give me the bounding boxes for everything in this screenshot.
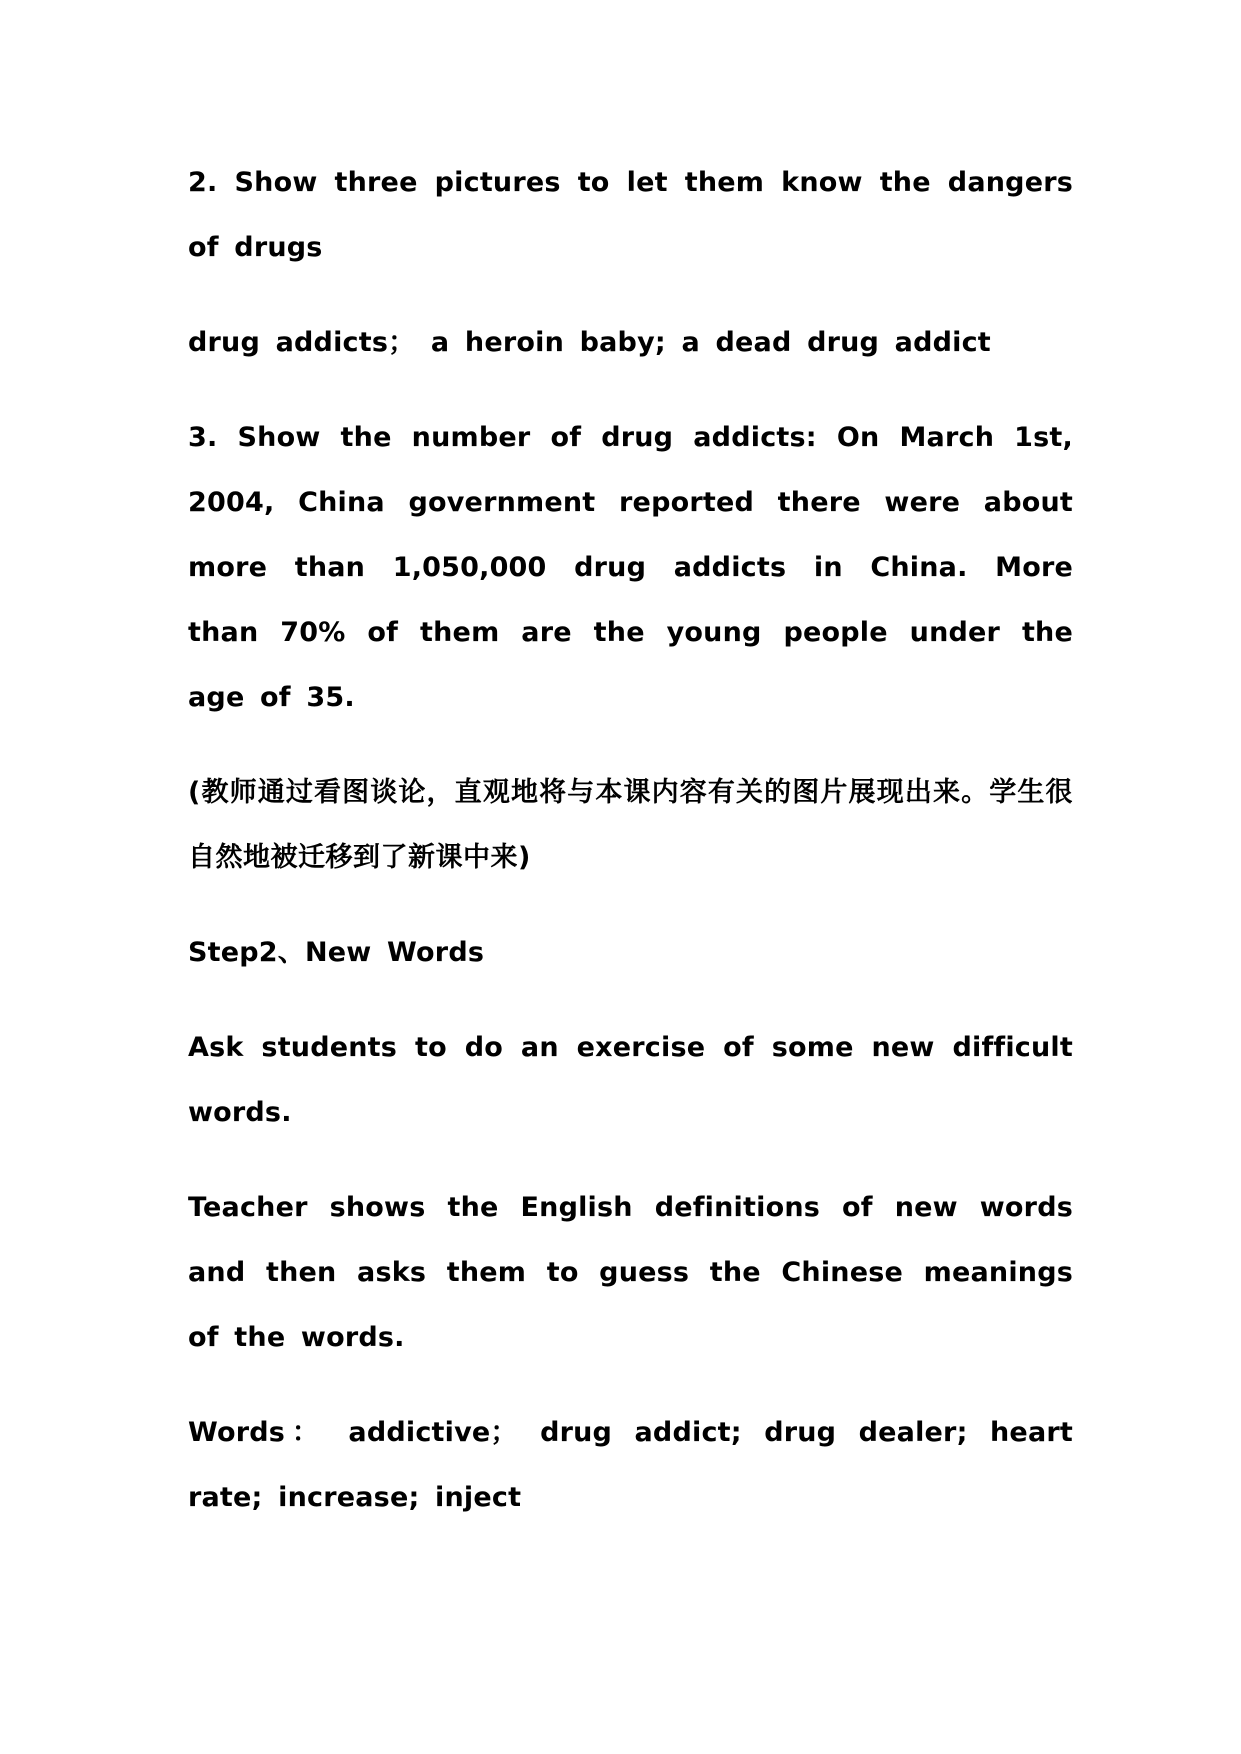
paragraph-word-list: Words： addictive； drug addict; drug dealer; heart rate; increase; inject [188, 1417, 1073, 1513]
paragraph-exercise-instruction: Ask students to do an exercise of some new difficult words. [188, 1032, 1073, 1128]
paragraph-drug-addict-numbers: 3. Show the number of drug addicts: On March 1st, 2004, China government reported there were about more than 1,050,000 drug addicts in China. More than 70% of them are the young people under the age of 35. [188, 422, 1073, 713]
paragraph-picture-list: drug addicts； a heroin baby; a dead drug addict [188, 327, 991, 358]
paragraph-teacher-note: (教师通过看图谈论，直观地将与本课内容有关的图片展现出来。学生很自然地被迁移到了新课中来) [188, 777, 1073, 873]
section-heading-new-words: Step2、New Words [188, 937, 485, 968]
document-body [188, 150, 1073, 1560]
paragraph-show-pictures: 2. Show three pictures to let them know the dangers of drugs [188, 167, 1073, 263]
paragraph-teacher-definitions: Teacher shows the English definitions of new words and then asks them to guess the Chinese meanings of the words. [188, 1192, 1073, 1353]
